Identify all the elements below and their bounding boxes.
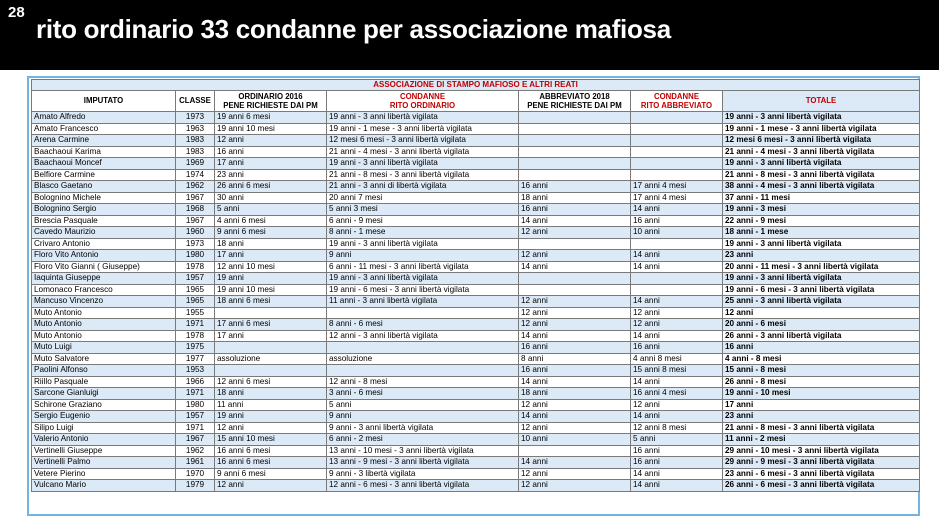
cell-condanne-abbreviato [631, 158, 723, 170]
cell-condanne-ordinario: 12 mesi 6 mesi - 3 anni libertà vigilata [327, 135, 519, 147]
cell-abbreviato-2018 [519, 284, 631, 296]
cell-condanne-abbreviato: 16 anni [631, 342, 723, 354]
col-header-condanne-ordinario [327, 91, 519, 112]
table-row [32, 273, 920, 285]
cell-ordinario-2016: 18 anni 6 mesi [215, 296, 327, 308]
table-row [32, 227, 920, 239]
cell-condanne-abbreviato: 4 anni 8 mesi [631, 353, 723, 365]
table-row [32, 399, 920, 411]
cell-ordinario-2016: 26 anni 6 mesi [215, 181, 327, 193]
table-row [32, 192, 920, 204]
title-banner [0, 0, 939, 70]
cell-imputato: Cavedo Maurizio [32, 227, 176, 239]
cell-classe: 1978 [176, 330, 215, 342]
cell-ordinario-2016: 18 anni [215, 238, 327, 250]
cell-classe: 1974 [176, 169, 215, 181]
table-row [32, 181, 920, 193]
cell-totale: 22 anni - 9 mesi [723, 215, 920, 227]
cell-condanne-ordinario: 21 anni - 3 anni di libertà vigilata [327, 181, 519, 193]
cell-imputato: Belfiore Carmine [32, 169, 176, 181]
cell-totale: 23 anni - 6 mesi - 3 anni libertà vigilata [723, 468, 920, 480]
table-row [32, 376, 920, 388]
cell-ordinario-2016: 19 anni [215, 273, 327, 285]
table-row [32, 388, 920, 400]
cell-condanne-abbreviato: 12 anni [631, 307, 723, 319]
table-body [32, 112, 920, 492]
cell-abbreviato-2018: 16 anni [519, 204, 631, 216]
cell-abbreviato-2018: 12 anni [519, 227, 631, 239]
cell-abbreviato-2018: 12 anni [519, 319, 631, 331]
cell-classe: 1967 [176, 192, 215, 204]
cell-ordinario-2016: 17 anni [215, 250, 327, 262]
table-super-header-row [32, 80, 920, 91]
cell-imputato: Floro Vito Antonio [32, 250, 176, 262]
cell-classe: 1971 [176, 388, 215, 400]
cell-ordinario-2016: 11 anni [215, 399, 327, 411]
cell-imputato: Paolini Alfonso [32, 365, 176, 377]
col-header-imputato: IMPUTATO [32, 91, 176, 112]
cell-condanne-ordinario: 13 anni - 10 mesi - 3 anni libertà vigilata [327, 445, 519, 457]
col-header-classe: CLASSE [176, 91, 215, 112]
cell-condanne-abbreviato: 12 anni [631, 399, 723, 411]
cell-totale: 19 anni - 10 mesi [723, 388, 920, 400]
cell-abbreviato-2018: 14 anni [519, 215, 631, 227]
table-row [32, 422, 920, 434]
cell-totale: 23 anni [723, 411, 920, 423]
cell-ordinario-2016: 4 anni 6 mesi [215, 215, 327, 227]
table-row [32, 158, 920, 170]
cell-ordinario-2016 [215, 365, 327, 377]
cell-condanne-abbreviato [631, 284, 723, 296]
cell-condanne-abbreviato [631, 112, 723, 124]
cell-imputato: Sergio Eugenio [32, 411, 176, 423]
cell-condanne-abbreviato: 15 anni 8 mesi [631, 365, 723, 377]
cell-imputato: Sarcone Gianluigi [32, 388, 176, 400]
table-row [32, 296, 920, 308]
cell-totale: 29 anni - 10 mesi - 3 anni libertà vigilata [723, 445, 920, 457]
cell-abbreviato-2018: 18 anni [519, 192, 631, 204]
cell-imputato: Floro Vito Gianni ( Giuseppe) [32, 261, 176, 273]
cell-classe: 1963 [176, 123, 215, 135]
cell-classe: 1962 [176, 445, 215, 457]
cell-condanne-abbreviato [631, 273, 723, 285]
cell-imputato: Muto Antonio [32, 319, 176, 331]
cell-condanne-ordinario: 21 anni - 4 mesi - 3 anni libertà vigilata [327, 146, 519, 158]
cell-totale: 19 anni - 6 mesi - 3 anni libertà vigilata [723, 284, 920, 296]
cell-abbreviato-2018: 14 anni [519, 376, 631, 388]
table-row [32, 284, 920, 296]
cell-ordinario-2016: 9 anni 6 mesi [215, 227, 327, 239]
cell-ordinario-2016: 17 anni [215, 330, 327, 342]
cell-condanne-ordinario: 11 anni - 3 anni libertà vigilata [327, 296, 519, 308]
cell-abbreviato-2018 [519, 169, 631, 181]
cell-totale: 21 anni - 8 mesi - 3 anni libertà vigilata [723, 422, 920, 434]
cell-abbreviato-2018 [519, 273, 631, 285]
cell-classe: 1969 [176, 158, 215, 170]
cell-condanne-ordinario: 12 anni - 6 mesi - 3 anni libertà vigilata [327, 480, 519, 492]
cell-abbreviato-2018: 12 anni [519, 480, 631, 492]
col-header-condanne-ordinario-line1: CONDANNE [399, 91, 446, 101]
table-row [32, 411, 920, 423]
cell-classe: 1962 [176, 181, 215, 193]
cell-imputato: Schirone Graziano [32, 399, 176, 411]
cell-classe: 1953 [176, 365, 215, 377]
cell-condanne-ordinario: 19 anni - 3 anni libertà vigilata [327, 158, 519, 170]
cell-ordinario-2016: 19 anni [215, 411, 327, 423]
cell-condanne-abbreviato: 16 anni [631, 457, 723, 469]
cell-totale: 38 anni - 4 mesi - 3 anni libertà vigilata [723, 181, 920, 193]
cell-classe: 1979 [176, 480, 215, 492]
cell-abbreviato-2018 [519, 112, 631, 124]
col-header-abbreviato-2018-line1: ABBREVIATO 2018 [539, 91, 610, 101]
cell-totale: 29 anni - 9 mesi - 3 anni libertà vigilata [723, 457, 920, 469]
cell-ordinario-2016: 30 anni [215, 192, 327, 204]
cell-ordinario-2016: 5 anni [215, 204, 327, 216]
cell-condanne-abbreviato: 10 anni [631, 227, 723, 239]
sentences-table-frame [27, 76, 920, 516]
cell-abbreviato-2018: 12 anni [519, 296, 631, 308]
table-row [32, 261, 920, 273]
cell-totale: 15 anni - 8 mesi [723, 365, 920, 377]
cell-imputato: Mancuso Vincenzo [32, 296, 176, 308]
cell-condanne-abbreviato: 16 anni 4 mesi [631, 388, 723, 400]
cell-condanne-ordinario [327, 307, 519, 319]
cell-imputato: Vertinelli Giuseppe [32, 445, 176, 457]
cell-imputato: Muto Antonio [32, 330, 176, 342]
cell-classe: 1957 [176, 411, 215, 423]
cell-condanne-ordinario: 5 anni [327, 399, 519, 411]
cell-condanne-ordinario [327, 342, 519, 354]
table-row [32, 457, 920, 469]
cell-condanne-ordinario: 8 anni - 6 mesi [327, 319, 519, 331]
cell-imputato: Muto Antonio [32, 307, 176, 319]
cell-condanne-abbreviato: 14 anni [631, 261, 723, 273]
cell-totale: 26 anni - 3 anni libertà vigilata [723, 330, 920, 342]
cell-abbreviato-2018: 14 anni [519, 457, 631, 469]
cell-imputato: Vetere Pierino [32, 468, 176, 480]
cell-imputato: Vertinelli Palmo [32, 457, 176, 469]
sentences-table [31, 79, 920, 492]
col-header-condanne-abbreviato-line2: RITO ABBREVIATO [640, 101, 713, 110]
cell-imputato: Bolognino Sergio [32, 204, 176, 216]
cell-totale: 4 anni - 8 mesi [723, 353, 920, 365]
cell-condanne-abbreviato: 5 anni [631, 434, 723, 446]
cell-ordinario-2016: assoluzione [215, 353, 327, 365]
slide-title: rito ordinario 33 condanne per associazione mafiosa [36, 14, 671, 44]
cell-classe: 1973 [176, 112, 215, 124]
cell-ordinario-2016: 19 anni 10 mesi [215, 284, 327, 296]
cell-classe: 1965 [176, 296, 215, 308]
table-super-header: ASSOCIAZIONE DI STAMPO MAFIOSO E ALTRI REATI [32, 80, 920, 91]
cell-ordinario-2016: 17 anni 6 mesi [215, 319, 327, 331]
cell-imputato: Blasco Gaetano [32, 181, 176, 193]
cell-totale: 19 anni - 3 anni libertà vigilata [723, 273, 920, 285]
col-header-condanne-abbreviato [631, 91, 723, 112]
table-header-row [32, 91, 920, 112]
cell-condanne-abbreviato: 14 anni [631, 376, 723, 388]
cell-totale: 21 anni - 8 mesi - 3 anni libertà vigilata [723, 169, 920, 181]
cell-totale: 11 anni - 2 mesi [723, 434, 920, 446]
col-header-ordinario-2016-line2: PENE RICHIESTE DAI PM [223, 101, 318, 110]
cell-classe: 1980 [176, 399, 215, 411]
cell-classe: 1978 [176, 261, 215, 273]
cell-imputato: Arena Carmine [32, 135, 176, 147]
cell-abbreviato-2018: 12 anni [519, 399, 631, 411]
cell-ordinario-2016: 23 anni [215, 169, 327, 181]
cell-imputato: Amato Alfredo [32, 112, 176, 124]
cell-condanne-ordinario: 19 anni - 3 anni libertà vigilata [327, 112, 519, 124]
cell-imputato: Vulcano Mario [32, 480, 176, 492]
table-row [32, 319, 920, 331]
cell-condanne-ordinario: 19 anni - 3 anni libertà vigilata [327, 238, 519, 250]
cell-classe: 1975 [176, 342, 215, 354]
table-row [32, 204, 920, 216]
cell-condanne-abbreviato: 14 anni [631, 330, 723, 342]
table-row [32, 123, 920, 135]
cell-condanne-ordinario: assoluzione [327, 353, 519, 365]
cell-abbreviato-2018: 14 anni [519, 411, 631, 423]
cell-condanne-abbreviato [631, 238, 723, 250]
cell-condanne-abbreviato [631, 123, 723, 135]
cell-classe: 1977 [176, 353, 215, 365]
cell-imputato: Brescia Pasquale [32, 215, 176, 227]
cell-totale: 12 anni [723, 307, 920, 319]
cell-imputato: Silipo Luigi [32, 422, 176, 434]
cell-classe: 1966 [176, 376, 215, 388]
cell-classe: 1961 [176, 457, 215, 469]
table-row [32, 434, 920, 446]
cell-ordinario-2016: 16 anni 6 mesi [215, 445, 327, 457]
cell-abbreviato-2018: 14 anni [519, 261, 631, 273]
cell-classe: 1983 [176, 146, 215, 158]
cell-classe: 1965 [176, 284, 215, 296]
cell-abbreviato-2018: 12 anni [519, 250, 631, 262]
cell-condanne-ordinario: 13 anni - 9 mesi - 3 anni libertà vigilata [327, 457, 519, 469]
cell-totale: 12 mesi 6 mesi - 3 anni libertà vigilata [723, 135, 920, 147]
cell-condanne-abbreviato [631, 146, 723, 158]
cell-classe: 1957 [176, 273, 215, 285]
cell-condanne-abbreviato: 12 anni 8 mesi [631, 422, 723, 434]
cell-ordinario-2016: 12 anni [215, 480, 327, 492]
cell-condanne-ordinario: 9 anni - 3 anni libertà vigilata [327, 422, 519, 434]
cell-classe: 1983 [176, 135, 215, 147]
slide-number: 28 [8, 4, 25, 21]
cell-imputato: Muto Salvatore [32, 353, 176, 365]
cell-totale: 19 anni - 3 anni libertà vigilata [723, 112, 920, 124]
table-row [32, 135, 920, 147]
cell-condanne-ordinario: 9 anni [327, 411, 519, 423]
cell-condanne-abbreviato: 14 anni [631, 204, 723, 216]
cell-condanne-abbreviato: 16 anni [631, 215, 723, 227]
cell-ordinario-2016: 18 anni [215, 388, 327, 400]
col-header-totale: TOTALE [723, 91, 920, 112]
cell-ordinario-2016: 16 anni 6 mesi [215, 457, 327, 469]
cell-abbreviato-2018: 16 anni [519, 342, 631, 354]
cell-abbreviato-2018 [519, 158, 631, 170]
cell-ordinario-2016: 17 anni [215, 158, 327, 170]
cell-ordinario-2016: 12 anni 10 mesi [215, 261, 327, 273]
cell-totale: 23 anni [723, 250, 920, 262]
cell-ordinario-2016: 12 anni 6 mesi [215, 376, 327, 388]
cell-ordinario-2016: 12 anni [215, 422, 327, 434]
cell-condanne-ordinario: 19 anni - 3 anni libertà vigilata [327, 273, 519, 285]
col-header-abbreviato-2018-line2: PENE RICHIESTE DAI PM [527, 101, 622, 110]
cell-condanne-abbreviato: 16 anni [631, 445, 723, 457]
table-row [32, 250, 920, 262]
cell-classe: 1968 [176, 204, 215, 216]
table-row [32, 480, 920, 492]
cell-ordinario-2016 [215, 307, 327, 319]
cell-imputato: Amato Francesco [32, 123, 176, 135]
col-header-ordinario-2016 [215, 91, 327, 112]
table-row [32, 238, 920, 250]
cell-totale: 16 anni [723, 342, 920, 354]
cell-totale: 19 anni - 3 anni libertà vigilata [723, 158, 920, 170]
cell-condanne-ordinario: 8 anni - 1 mese [327, 227, 519, 239]
cell-totale: 37 anni - 11 mesi [723, 192, 920, 204]
cell-ordinario-2016 [215, 342, 327, 354]
cell-classe: 1970 [176, 468, 215, 480]
cell-abbreviato-2018: 18 anni [519, 388, 631, 400]
cell-condanne-ordinario: 21 anni - 8 mesi - 3 anni libertà vigilata [327, 169, 519, 181]
cell-classe: 1980 [176, 250, 215, 262]
cell-condanne-ordinario: 19 anni - 6 mesi - 3 anni libertà vigilata [327, 284, 519, 296]
cell-condanne-abbreviato: 17 anni 4 mesi [631, 181, 723, 193]
cell-abbreviato-2018: 12 anni [519, 422, 631, 434]
cell-classe: 1971 [176, 319, 215, 331]
cell-abbreviato-2018: 14 anni [519, 330, 631, 342]
cell-condanne-abbreviato: 14 anni [631, 480, 723, 492]
cell-condanne-ordinario: 9 anni [327, 250, 519, 262]
cell-abbreviato-2018: 8 anni [519, 353, 631, 365]
cell-ordinario-2016: 15 anni 10 mesi [215, 434, 327, 446]
cell-abbreviato-2018: 12 anni [519, 307, 631, 319]
cell-condanne-ordinario: 12 anni - 8 mesi [327, 376, 519, 388]
cell-abbreviato-2018: 16 anni [519, 181, 631, 193]
cell-imputato: Crivaro Antonio [32, 238, 176, 250]
cell-totale: 20 anni - 11 mesi - 3 anni libertà vigilata [723, 261, 920, 273]
cell-abbreviato-2018 [519, 445, 631, 457]
cell-classe: 1967 [176, 434, 215, 446]
col-header-ordinario-2016-line1: ORDINARIO 2016 [238, 91, 303, 101]
cell-imputato: Baachaoui Karima [32, 146, 176, 158]
cell-totale: 19 anni - 3 mesi [723, 204, 920, 216]
cell-totale: 26 anni - 8 mesi [723, 376, 920, 388]
cell-totale: 21 anni - 4 mesi - 3 anni libertà vigilata [723, 146, 920, 158]
cell-ordinario-2016: 9 anni 6 mesi [215, 468, 327, 480]
cell-condanne-ordinario: 20 anni 7 mesi [327, 192, 519, 204]
table-row [32, 215, 920, 227]
cell-condanne-ordinario: 12 anni - 3 anni libertà vigilata [327, 330, 519, 342]
table-row [32, 330, 920, 342]
cell-condanne-ordinario: 6 anni - 2 mesi [327, 434, 519, 446]
cell-condanne-ordinario: 5 anni 3 mesi [327, 204, 519, 216]
cell-imputato: Muto Luigi [32, 342, 176, 354]
cell-totale: 25 anni - 3 anni libertà vigilata [723, 296, 920, 308]
cell-totale: 17 anni [723, 399, 920, 411]
cell-imputato: Riillo Pasquale [32, 376, 176, 388]
cell-totale: 18 anni - 1 mese [723, 227, 920, 239]
cell-condanne-abbreviato: 14 anni [631, 411, 723, 423]
table-row [32, 112, 920, 124]
cell-ordinario-2016: 19 anni 6 mesi [215, 112, 327, 124]
table-row [32, 342, 920, 354]
table-row [32, 468, 920, 480]
cell-condanne-abbreviato [631, 169, 723, 181]
cell-imputato: Lomonaco Francesco [32, 284, 176, 296]
cell-classe: 1967 [176, 215, 215, 227]
cell-abbreviato-2018: 16 anni [519, 365, 631, 377]
cell-abbreviato-2018: 12 anni [519, 468, 631, 480]
cell-condanne-abbreviato [631, 135, 723, 147]
cell-imputato: Valerio Antonio [32, 434, 176, 446]
cell-ordinario-2016: 19 anni 10 mesi [215, 123, 327, 135]
cell-classe: 1960 [176, 227, 215, 239]
table-row [32, 307, 920, 319]
cell-imputato: Iaquinta Giuseppe [32, 273, 176, 285]
cell-condanne-ordinario: 6 anni - 11 mesi - 3 anni libertà vigilata [327, 261, 519, 273]
cell-condanne-abbreviato: 14 anni [631, 250, 723, 262]
cell-abbreviato-2018 [519, 135, 631, 147]
col-header-condanne-ordinario-line2: RITO ORDINARIO [389, 101, 456, 110]
cell-abbreviato-2018: 10 anni [519, 434, 631, 446]
cell-condanne-abbreviato: 14 anni [631, 468, 723, 480]
cell-totale: 20 anni - 6 mesi [723, 319, 920, 331]
cell-imputato: Bolognino Michele [32, 192, 176, 204]
cell-condanne-abbreviato: 12 anni [631, 319, 723, 331]
cell-classe: 1955 [176, 307, 215, 319]
cell-totale: 19 anni - 3 anni libertà vigilata [723, 238, 920, 250]
cell-abbreviato-2018 [519, 146, 631, 158]
cell-condanne-ordinario: 6 anni - 9 mesi [327, 215, 519, 227]
cell-ordinario-2016: 16 anni [215, 146, 327, 158]
cell-abbreviato-2018 [519, 123, 631, 135]
cell-condanne-abbreviato: 17 anni 4 mesi [631, 192, 723, 204]
table-row [32, 146, 920, 158]
cell-ordinario-2016: 12 anni [215, 135, 327, 147]
table-row [32, 365, 920, 377]
cell-imputato: Baachaoui Moncef [32, 158, 176, 170]
cell-classe: 1973 [176, 238, 215, 250]
col-header-condanne-abbreviato-line1: CONDANNE [653, 91, 700, 101]
cell-condanne-abbreviato: 14 anni [631, 296, 723, 308]
cell-totale: 19 anni - 1 mese - 3 anni libertà vigilata [723, 123, 920, 135]
cell-condanne-ordinario [327, 365, 519, 377]
cell-condanne-ordinario: 9 anni - 3 libertà vigilata [327, 468, 519, 480]
cell-condanne-ordinario: 3 anni - 6 mesi [327, 388, 519, 400]
cell-condanne-ordinario: 19 anni - 1 mese - 3 anni libertà vigilata [327, 123, 519, 135]
table-row [32, 169, 920, 181]
table-row [32, 445, 920, 457]
col-header-abbreviato-2018 [519, 91, 631, 112]
table-row [32, 353, 920, 365]
cell-totale: 26 anni - 6 mesi - 3 anni libertà vigilata [723, 480, 920, 492]
cell-classe: 1971 [176, 422, 215, 434]
cell-abbreviato-2018 [519, 238, 631, 250]
